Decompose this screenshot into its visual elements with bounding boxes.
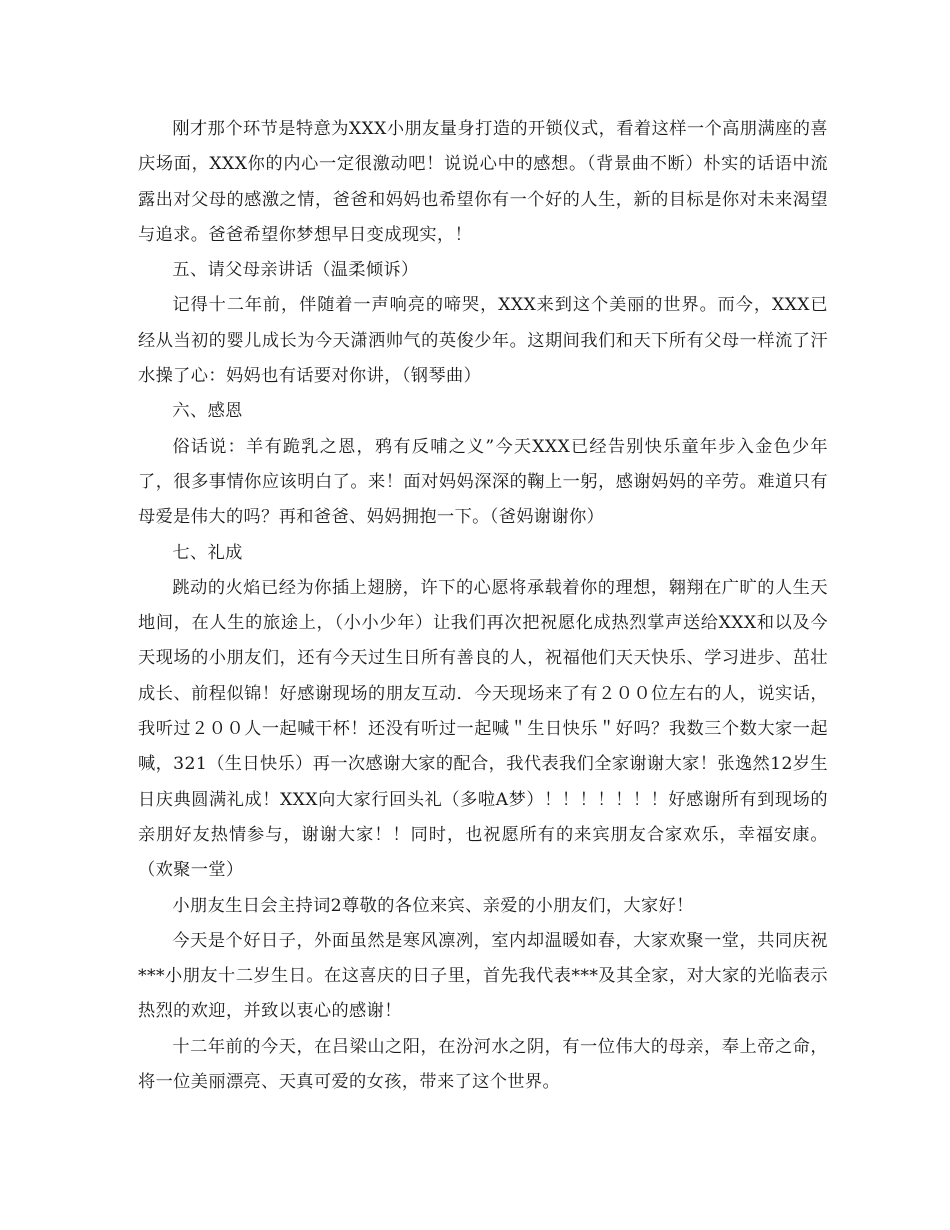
section-heading-gratitude: 六、感恩 [172,401,243,422]
paragraph-host-script-2-greeting: 小朋友生日会主持词2尊敬的各位来宾、亲爱的小朋友们，大家好！ [172,895,694,916]
paragraph-ceremony-complete: 跳动的火焰已经为你插上翅膀，许下的心愿将承载着你的理想，翱翔在广旷的人生天地间，在人生的旅途上，（小小少年）让我们再次把祝愿化成热烈掌声送给XXX和以及今天现场的小朋友们，还有今天过生日所有善良的人，祝福他们天天快乐、学习进步、茁壮成长、前程似锦！好感谢现场的朋友互动．今天现场来了有２００位左右的人，说实话，我听过２００人一起喊干杯！还没有听过一起喊＂生日快乐＂好吗？我数三个数大家一起喊，321（生日快乐）再一次感谢大家的配合，我代表我们全家谢谢大家！张逸然12岁生日庆典圆满礼成！XXX向大家行回头礼（多啦A梦）！！！！！！！好感谢所有到现场的亲朋好友热情参与，谢谢大家！！同时，也祝愿所有的来宾朋友合家欢乐，幸福安康。（欢聚一堂） [138,577,828,881]
document-body [138,112,828,1100]
section-heading-parents-speech: 五、请父母亲讲话（温柔倾诉） [172,260,419,281]
paragraph-parents-speech: 记得十二年前，伴随着一声响亮的啼哭，XXX来到这个美丽的世界。而今，XXX已经从当初的婴儿成长为今天潇洒帅气的英俊少年。这期间我们和天下所有父母一样流了汗水操了心：妈妈也有话要对你讲，（钢琴曲） [138,295,828,387]
paragraph-unlock-ceremony: 刚才那个环节是特意为XXX小朋友量身打造的开锁仪式，看着这样一个高朋满座的喜庆场面，XXX你的内心一定很激动吧！说说心中的感想。（背景曲不断）朴实的话语中流露出对父母的感激之情，爸爸和妈妈也希望你有一个好的人生，新的目标是你对未来渴望与追求。爸爸希望你梦想早日变成现实，！ [138,119,828,245]
paragraph-good-day: 今天是个好日子，外面虽然是寒风凛冽，室内却温暖如春，大家欢聚一堂，共同庆祝***小朋友十二岁生日。在这喜庆的日子里，首先我代表***及其全家，对大家的光临表示热烈的欢迎，并致以衷心的感谢！ [138,930,828,1022]
paragraph-twelve-years-ago: 十二年前的今天，在吕梁山之阳，在汾河水之阴，有一位伟大的母亲，奉上帝之命，将一位美丽漂亮、天真可爱的女孩，带来了这个世界。 [138,1036,828,1093]
section-heading-ceremony-complete: 七、礼成 [172,542,243,563]
paragraph-gratitude: 俗话说：羊有跪乳之恩，鸦有反哺之义”今天XXX已经告别快乐童年步入金色少年了，很多事情你应该明白了。来！面对妈妈深深的鞠上一躬，感谢妈妈的辛劳。难道只有母爱是伟大的吗？再和爸爸、妈妈拥抱一下。（爸妈谢谢你） [138,436,828,528]
